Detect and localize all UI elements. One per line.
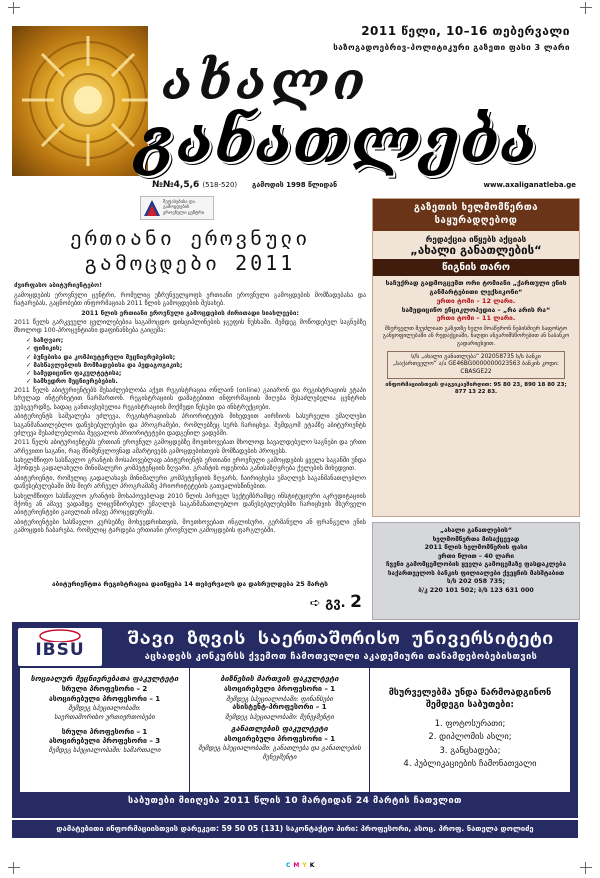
article-body bbox=[14, 282, 366, 537]
registration-note: აბიტურიენტთა რეგისტრაცია დაიწყება 14 თებერვალს და დასრულდება 25 მარტს bbox=[52, 580, 328, 588]
ad-title: შავი ზღვის საერთაშორისო უნივერსიტეტი bbox=[127, 628, 555, 649]
article-headline bbox=[14, 226, 366, 276]
book-shelf-band: წიგნის თარო bbox=[373, 259, 579, 276]
article-greeting: ძვირფასო აბიტურიენტებო! bbox=[14, 282, 103, 289]
subscription-contacts: ინფორმაციისთვის დაგვიკავშირდით: 95 80 23, 890 18 80 23; 877 13 22 83. bbox=[385, 382, 567, 396]
article-paragraph-3: აბიტურიენტს საშუალება ეძლევა, რეგისტრაციისას პრიორიტეტის მიხედვით აირჩიოს სასურველი უმაღლესი საგანმანათლებლო დაწესებულებები და პროგრამები, რომლებზეც სურს ჩარიცხვა. შემდგომ ეტაპზე აბიტურიენტს ეძლევა შესაძლებლობა შეცვალოს პრიორიტეტები დადგენილ ვადებში. bbox=[14, 413, 366, 437]
article-list bbox=[14, 337, 366, 386]
list-item: ✓ სამხედრო მეცნიერებების. bbox=[26, 378, 366, 386]
document-item: 1. ფოტოსურათი; bbox=[434, 718, 506, 729]
contest-line: 2011 წლის ხელმომწერის ფასი bbox=[424, 544, 528, 551]
contest-line: ჩვენი გამომცემლობის ყველა გამოცემაზე ფასდაკლება bbox=[385, 561, 567, 568]
position-note: შემდეგ სპეციალობაში: ფინანსები bbox=[226, 694, 333, 703]
arrow-right-icon: ➪ bbox=[309, 596, 321, 611]
subscription-price1: ერთი ტომი – 12 ლარი. bbox=[436, 296, 516, 305]
position-note: საერთაშორისო ურთიერთობები bbox=[54, 712, 155, 721]
ibsu-advertisement bbox=[12, 622, 578, 818]
article-intro: გამოცდების ეროვნული ცენტრი, რომელიც უზრუნველყოფს ერთიანი ეროვნული გამოცდების მომზადებასა და ჩატარებას, გაცნობებთ ინფორმაციას 2011 წლის გამოცდების შესახებ. bbox=[14, 291, 366, 307]
ad-subtitle: აცხადებს კონკურსს ქვემოთ ჩამოთვლილი აკადემიური თანამდებობებისთვის bbox=[144, 652, 538, 662]
masthead bbox=[12, 14, 580, 192]
application-requirements bbox=[370, 668, 570, 792]
crop-mark-bottom-left bbox=[8, 862, 20, 874]
subscription-details: მსურველთ შეუძლიათ გაზეთზე ხელი მოაწერონ ნებისმიერ საფოსტო განყოფილებაში ან რედაქციაში, ნაღდი ანგარიშსწორებით ან საბანკო გადარიცხვით. bbox=[382, 326, 570, 347]
cmyk-print-mark bbox=[286, 862, 317, 869]
article-paragraph-6: აბიტურიენტი, რომელიც გადალახავს მინიმალური კომპეტენციის ზღვარს, ჩაირიცხება უმაღლეს საგანმანათლებლო დაწესებულებაში მის მიერ არჩეულ პროგრამაზე პრიორიტეტების გათვალისწინებით. bbox=[14, 475, 366, 491]
document-item: 3. განცხადება; bbox=[439, 745, 501, 756]
cmyk-k: K bbox=[309, 862, 318, 869]
subscription-bank-details: ს/ს „ახალი განათლება“ 202058735 ს/ს ბანკი „საქართველო“ ა/ა GE46BG0000000023563 ბანკის კოდი: CBASGE22 bbox=[387, 351, 565, 380]
faculty-name: ბიზნესის მართვის ფაკულტეტი bbox=[220, 674, 339, 683]
crop-mark-top-left bbox=[8, 2, 20, 14]
document-item: 4. პუბლიკაციების ჩამონათვალი bbox=[403, 759, 537, 770]
website-link[interactable]: www.axaliganatleba.ge bbox=[483, 181, 576, 189]
position-title: ასოცირებული პროფესორი – 3 bbox=[48, 736, 161, 745]
article-paragraph-7: სახელმწიფო სასწავლო გრანტის მოსაპოვებლად 2010 წლის პირველ სექტემბრამდე ინსტიტუციური აკრედიტაციის მქონე ან ამავე ვადამდე ლიცენზირებულ უმაღლეს საგანმანათლებლო დაწესებულებებში ჩარიცხვის მსურველი აბიტურიენტები გაივლიან იმავე პროცედურებს. bbox=[14, 493, 366, 517]
ibsu-logo-text: IBSU bbox=[35, 640, 85, 660]
list-item: ✓ საზღვაო; bbox=[26, 337, 366, 345]
position-note: შემდეგ სპეციალობაში: bbox=[68, 704, 141, 712]
subscription-price2: ერთი ტომი – 11 ლარი. bbox=[436, 314, 516, 323]
crop-mark-bottom-right bbox=[580, 862, 592, 874]
cmyk-m: M bbox=[293, 862, 303, 869]
list-item: ✓ ფიზიკის; bbox=[26, 345, 366, 353]
exam-center-logo bbox=[140, 196, 214, 220]
position-title: ასოცირებული პროფესორი – 1 bbox=[48, 694, 161, 703]
contest-line: ს/ს 202 058 735; bbox=[447, 578, 505, 585]
position-note: შემდეგ სპეციალობაში: მენეჯმენტი bbox=[225, 712, 334, 721]
contest-line: ერთი წლით – 40 ლარი bbox=[437, 552, 515, 560]
list-item: ✓ ბუნებისა და კომპიუტერული მეცნიერებების; bbox=[26, 354, 366, 362]
crop-mark-top-right bbox=[580, 2, 592, 14]
contest-line: ბ/კ 220 101 502; ბ/ს 123 631 000 bbox=[418, 586, 534, 594]
article-paragraph-4: 2011 წელს აბიტურიენტებს ერთიან ეროვნულ გამოცდებზე მოეთხოვებათ მხოლოდ სავალდებულო საგნები და ერთი არჩევითი საგანი, რაც მნიშვნელოვნად ამარტივებს გამოცდებისთვის მომზადების პროცესს. bbox=[14, 439, 366, 455]
position-title: ასისტენტ-პროფესორი – 1 bbox=[232, 703, 327, 712]
list-item: ✓ მასწავლებლის მომზადებისა და პედაგოგიკის; bbox=[26, 362, 366, 370]
list-item: ✓ სამედიცინო ფაკულტეტისა; bbox=[26, 370, 366, 378]
issue-date: 2011 წელი, 10–16 თებერვალი bbox=[361, 24, 570, 38]
continued-page-number: 2 bbox=[350, 592, 362, 612]
headline-line2: გამოცდები 2011 bbox=[84, 251, 296, 275]
article-section-title: 2011 წლის ერთიანი ეროვნული გამოცდების ძირითადი სიახლეები: bbox=[81, 309, 299, 317]
issue-subtitle: საზოგადოებრივ-პოლიტიკური გაზეთი ფასი 3 ლარი bbox=[333, 43, 570, 52]
cmyk-c: C bbox=[286, 862, 294, 869]
triangle-logo-icon bbox=[143, 199, 161, 217]
article-paragraph-1: 2011 წელს გარკვეული ცვლილებებია საგამოცდო დისციპლინების ჯგუფის ნუსხაში. შემდეგ მოწოდებულ საგნებზე მხოლოდ 100-პროცენტიანი დაფინანსება გაიცემა: bbox=[14, 319, 366, 335]
faculty-social-sciences bbox=[20, 668, 190, 792]
application-deadline: საბუთები მიიღება 2011 წლის 10 მარტიდან 24 მარტის ჩათვლით bbox=[127, 796, 463, 806]
subscription-title1: რედაქცია იწყებს აქციას bbox=[425, 234, 527, 244]
ad-positions bbox=[20, 668, 570, 792]
issue-number-range: (518-520) bbox=[202, 181, 238, 189]
masthead-sun-emblem bbox=[12, 26, 148, 176]
article-paragraph-2: 2011 წელს აბიტურიენტებს შესაძლებლობა აქვთ რეგისტრაცია ონლაინ (online) გაიარონ და რეგისტრაციის ეტაპი სრულად ინტერნეტით წარმართონ. რეგისტრაციის დამატებითი ინფორმაციის მიღება შესაძლებელია ცენტრის ვებგვერდზე, სადაც განთავსებულია რეგისტრაციის მოქმედი წესები და ინსტრუქციები. bbox=[14, 387, 366, 411]
subscription-panel bbox=[372, 198, 580, 517]
founded-since: გამოდის 1998 წლიდან bbox=[252, 181, 338, 189]
issue-number bbox=[152, 180, 237, 190]
main-article bbox=[14, 196, 366, 616]
contest-line: ხელმომწერთა მისაქცევად bbox=[432, 535, 520, 543]
position-note: შემდეგ სპეციალობაში: განათლება და განათლების მენეჯმენტი bbox=[198, 744, 361, 761]
subscription-price-panel bbox=[372, 522, 580, 620]
subscription-offer: საჩუქრად გადმოგცემთ ორი ტომიანი „ქართული ენის განმარტებითი ლექსიკონი“ bbox=[385, 279, 567, 297]
article-paragraph-8: აბიტურიენტები სასწავლო კურსებზე მოხვედრისთვის, მოეთხოვებათ ინგლისური, გერმანული ან ფრანგული ენის გამოცდის ჩაბარება, რომელიც ტარდება ერთიანი ეროვნული გამოცდების ფარგლებში. bbox=[14, 519, 366, 535]
apply-title: მსურველებმა უნდა წარმოადგინონ შემდეგი საბუთები: bbox=[388, 688, 552, 710]
subscription-body bbox=[373, 231, 579, 401]
position-title: სრული პროფესორი – 2 bbox=[61, 685, 148, 694]
cmyk-y: Y bbox=[302, 862, 310, 869]
contest-line: „ახალი განათლების“ bbox=[440, 527, 512, 534]
position-title: ასოცირებული პროფესორი – 1 bbox=[223, 685, 336, 694]
article-paragraph-5: სახელმწიფო სასწავლო გრანტის მოსაპოვებლად აბიტურიენტს ერთიანი ეროვნული გამოცდების ყველა საგანში უნდა ჰქონდეს გადალახული მინიმალური კომპეტენციის ზღვარი. გრანტის ოდენობა განისაზღვრება ქულების მიხედვით. bbox=[14, 457, 366, 473]
continued-label: გვ. bbox=[325, 596, 346, 611]
faculty-name: სოციალურ მეცნიერებათა ფაკულტეტი bbox=[30, 674, 179, 683]
continued-on-page[interactable] bbox=[310, 592, 362, 612]
position-note: შემდეგ სპეციალობაში: სამართალი bbox=[48, 746, 161, 755]
subscription-offer2: სამედიცინო ენციკლოპედია – „რა არის რა“ bbox=[401, 305, 551, 314]
ibsu-logo bbox=[18, 628, 102, 666]
newspaper-title-line1: ახალი bbox=[162, 51, 370, 112]
contest-line: საქართველოს ბანკის ფილიალები ქვეყნის მასშტაბით bbox=[387, 569, 565, 577]
faculty-name: განათლების ფაკულტეტი bbox=[231, 723, 328, 733]
contact-footer: დამატებითი ინფორმაციისთვის დარეკეთ: 59 50 05 (131) საკონტაქტო პირი: პროფესორი, ასოც. პროფ. ნათელა დოლიძე bbox=[12, 820, 578, 838]
subscription-header: გაზეთის ხელმომწერთა საყურადღებოდ bbox=[373, 199, 579, 231]
exam-center-logo-text: შეფასებისა და გამოცდების ეროვნული ცენტრი bbox=[163, 199, 205, 216]
newspaper-title-line2: განათლება bbox=[136, 104, 539, 177]
issue-number-main: №№4,5,6 bbox=[152, 180, 200, 190]
position-title: სრული პროფესორი – 1 bbox=[61, 727, 148, 736]
subscription-title2: „ახალი განათლების“ bbox=[410, 242, 542, 257]
headline-line1: ერთიანი ეროვნული bbox=[69, 226, 311, 250]
document-item: 2. დიპლომის ასლი; bbox=[428, 732, 512, 743]
faculty-business bbox=[190, 668, 370, 792]
position-title: ასოცირებული პროფესორი – 1 bbox=[223, 734, 336, 743]
